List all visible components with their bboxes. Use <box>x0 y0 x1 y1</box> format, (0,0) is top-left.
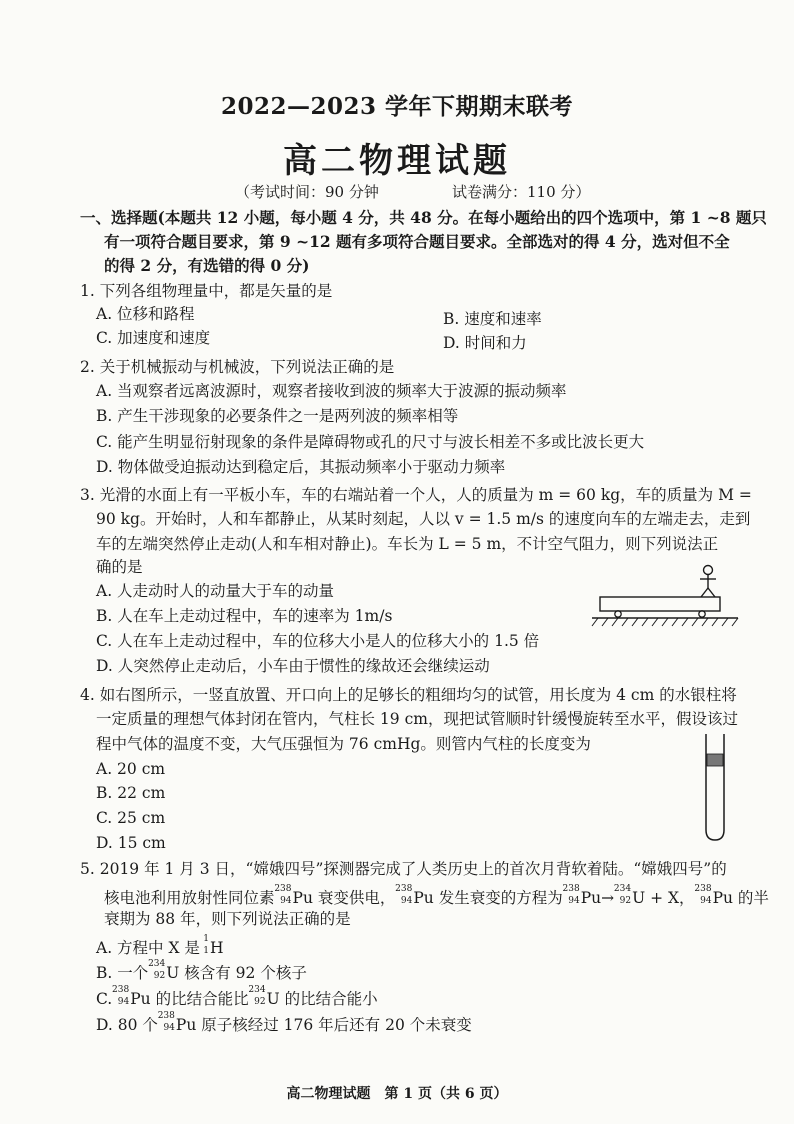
nuclide-pu238: 238 94 <box>157 1011 175 1033</box>
q1-option-c: C. 加速度和速度 <box>96 329 211 347</box>
q5-stem-line-3: 衰期为 88 年，则下列说法正确的是 <box>104 910 351 928</box>
q4-option-c: C. 25 cm <box>96 809 166 827</box>
q4-option-d: D. 15 cm <box>96 834 166 852</box>
exam-title: 2022—2023 学年下期期末联考 <box>220 93 574 120</box>
nuclide-pu238: 238 94 <box>112 985 130 1007</box>
nuclide-u234: 234 92 <box>613 884 632 906</box>
q3-option-c: C. 人在车上走动过程中，车的位移大小是人的位移大小的 1.5 倍 <box>96 632 540 650</box>
q5-option-b: B. 一个 234 92 U 核含有 92 个核子 <box>96 959 307 982</box>
nuclide-pu238: 238 94 <box>694 884 712 906</box>
q5-stem-line-1: 5. 2019 年 1 月 3 日，“嫦娥四号”探测器完成了人类历史上的首次月背软着陆。“嫦娥四号”的 <box>80 860 727 878</box>
q3-stem-line-1: 3. 光滑的水面上有一平板小车，车的右端站着一个人，人的质量为 m = 60 kg，车的质量为 M = <box>80 486 752 504</box>
q1-option-b: B. 速度和速率 <box>443 310 542 328</box>
q2-option-a: A. 当观察者远离波源时，观察者接收到波的频率大于波源的振动频率 <box>96 382 567 400</box>
subject-title: 高二物理试题 <box>283 141 511 181</box>
q3-option-b: B. 人在车上走动过程中，车的速率为 1m/s <box>96 607 393 625</box>
nuclide-pu238: 238 94 <box>274 884 292 906</box>
cart-person-figure <box>590 560 740 632</box>
q2-option-c: C. 能产生明显衍射现象的条件是障碍物或孔的尺寸与波长相差不多或比波长更大 <box>96 433 645 451</box>
section-instruction-line-1: 一、选择题(本题共 12 小题，每小题 4 分，共 48 分。在每小题给出的四个选项中，第 1 ~8 题只 <box>80 208 767 227</box>
q3-stem-line-2: 90 kg。开始时，人和车都静止，从某时刻起，人以 v = 1.5 m/s 的速度向车的左端走去，走到 <box>96 510 751 528</box>
q4-stem-line-3: 程中气体的温度不变，大气压强恒为 76 cmHg。则管内气柱的长度变为 <box>96 735 591 753</box>
section-instruction-line-3: 的得 2 分，有选错的得 0 分) <box>104 256 310 275</box>
q4-option-a: A. 20 cm <box>96 760 166 778</box>
q1-option-d: D. 时间和力 <box>443 334 527 352</box>
q2-option-b: B. 产生干涉现象的必要条件之一是两列波的频率相等 <box>96 407 459 425</box>
q4-stem-line-2: 一定质量的理想气体封闭在管内，气柱长 19 cm，现把试管顺时针缓慢旋转至水平，假设该过 <box>96 710 738 728</box>
q5-option-c: C. 238 94 Pu 的比结合能比 234 92 U 的比结合能小 <box>96 985 378 1008</box>
q2-stem: 2. 关于机械振动与机械波，下列说法正确的是 <box>80 358 395 376</box>
q5-option-d: D. 80 个 238 94 Pu 原子核经过 176 年后还有 20 个未衰变 <box>96 1011 472 1034</box>
nuclide-pu238: 238 94 <box>562 884 580 906</box>
q5-stem-line-2: 核电池利用放射性同位素 238 94 Pu 衰变供电， 238 94 Pu 发生衰变的方程为 238 94 Pu→ 234 92 U + X， 238 94 Pu 的半 <box>104 884 769 907</box>
q4-stem-line-1: 4. 如右图所示，一竖直放置、开口向上的足够长的粗细均匀的试管，用长度为 4 cm 的水银柱将 <box>80 686 737 704</box>
q3-stem-line-3: 车的左端突然停止走动(人和车相对静止)。车长为 L = 5 m，不计空气阻力，则下列说法正 <box>96 535 719 553</box>
nuclide-h1: 1 1 <box>203 934 209 956</box>
q4-option-b: B. 22 cm <box>96 784 166 802</box>
exam-full-score: 试卷满分：110 分） <box>452 183 591 201</box>
q5-option-a: A. 方程中 X 是 1 1 H <box>96 934 224 957</box>
q1-option-a: A. 位移和路程 <box>96 305 195 323</box>
q2-option-d: D. 物体做受迫振动达到稳定后，其振动频率小于驱动力频率 <box>96 458 506 476</box>
nuclide-u234: 234 92 <box>148 959 166 981</box>
q1-stem: 1. 下列各组物理量中，都是矢量的是 <box>80 282 333 300</box>
section-instruction-line-2: 有一项符合题目要求，第 9 ~12 题有多项符合题目要求。全部选对的得 4 分，选对但不全 <box>104 232 730 251</box>
nuclide-pu238: 238 94 <box>395 884 413 906</box>
q3-option-d: D. 人突然停止走动后，小车由于惯性的缘故还会继续运动 <box>96 657 490 675</box>
q3-option-a: A. 人走动时人的动量大于车的动量 <box>96 582 335 600</box>
test-tube-figure <box>700 732 730 844</box>
nuclide-u234: 234 92 <box>248 985 266 1007</box>
exam-time: （考试时间：90 分钟 <box>235 183 379 201</box>
q3-stem-line-4: 确的是 <box>96 558 143 576</box>
page-footer: 高二物理试题 第 1 页（共 6 页） <box>286 1086 508 1102</box>
